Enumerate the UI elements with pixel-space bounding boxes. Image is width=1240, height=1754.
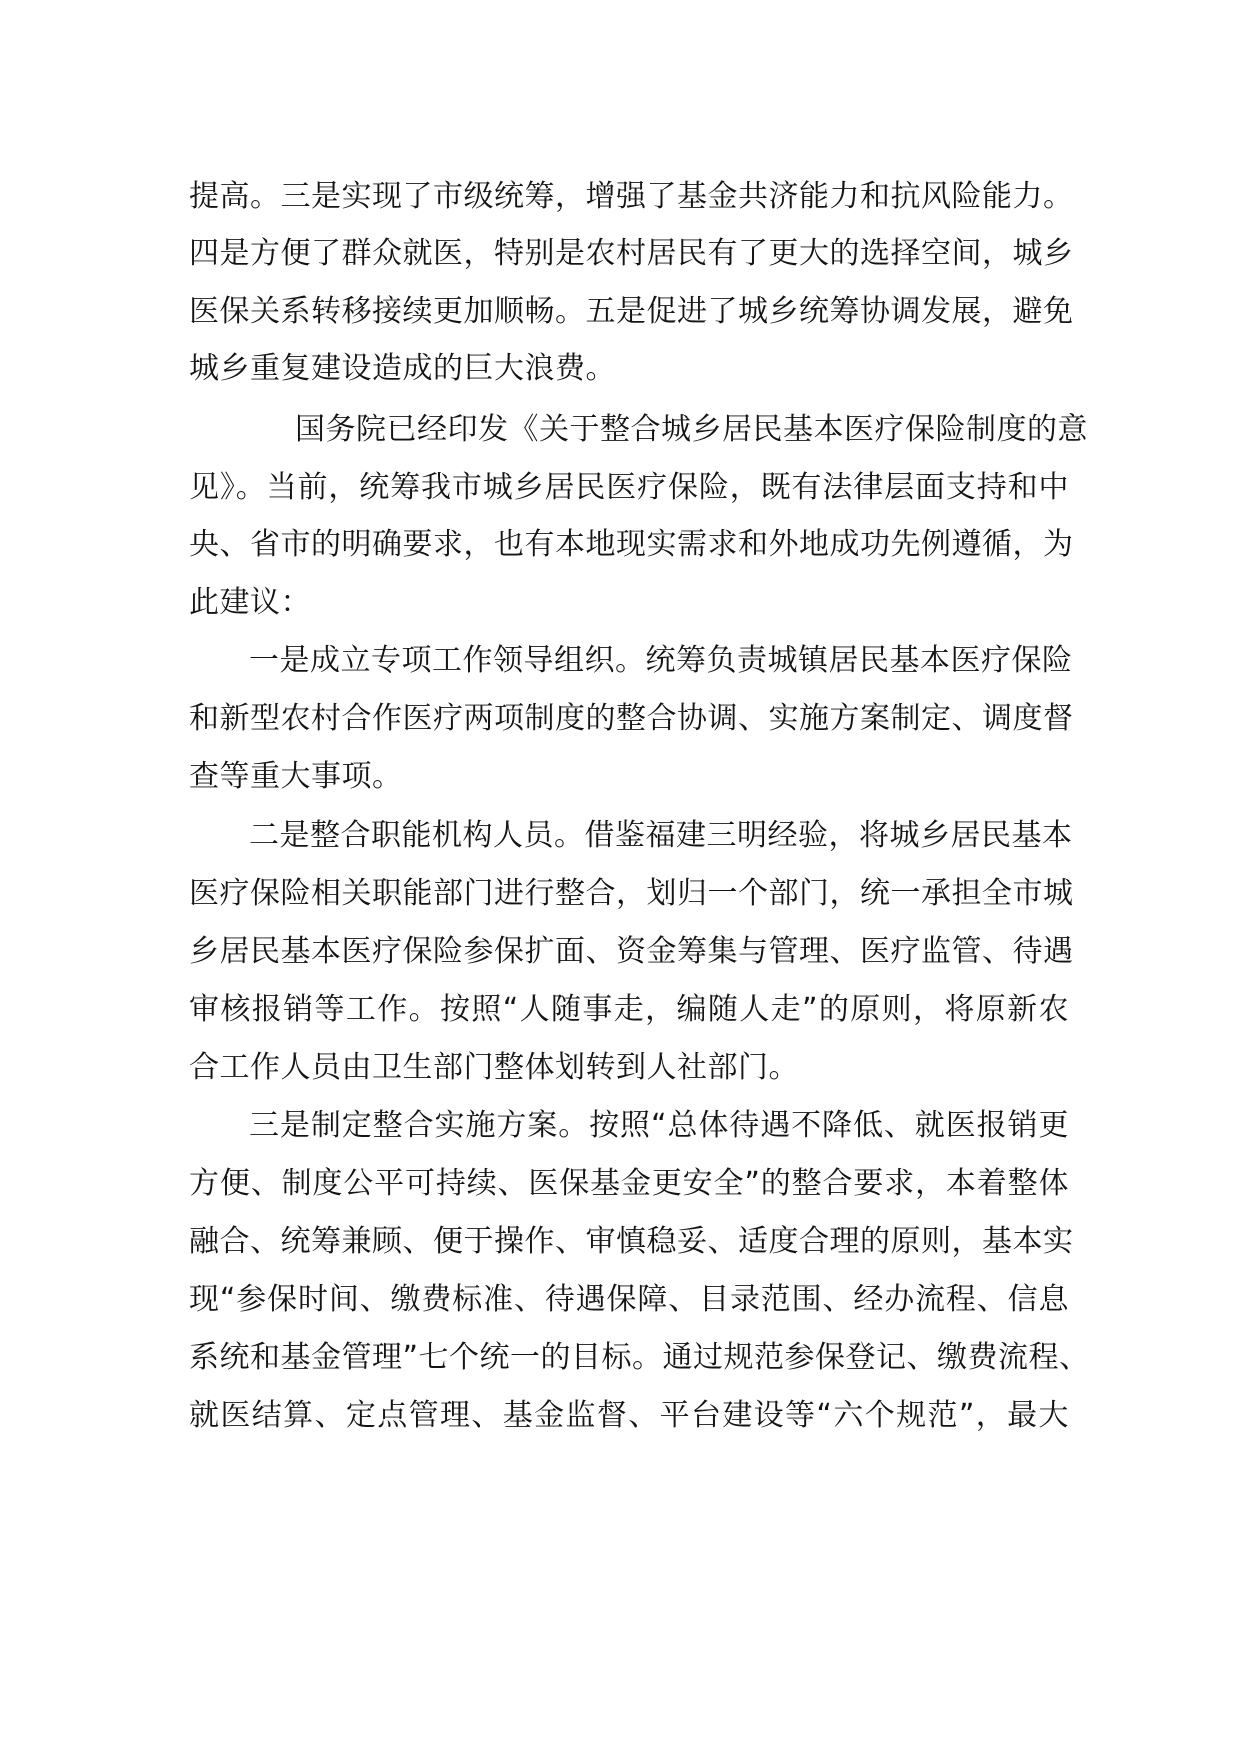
text-line: 四是方便了群众就医，特别是农村居民有了更大的选择空间，城乡 — [189, 236, 1074, 271]
text-line: 央、省市的明确要求，也有本地现实需求和外地成功先例遵循，为 — [189, 527, 1074, 562]
text-line: 一是成立专项工作领导组织。统筹负责城镇居民基本医疗保险 — [249, 643, 1073, 678]
text-line: 现“参保时间、缴费标准、待遇保障、目录范围、经办流程、信息 — [189, 1282, 1069, 1317]
text-line: 城乡重复建设造成的巨大浪费。 — [189, 351, 616, 386]
text-line: 系统和基金管理”七个统一的目标。通过规范参保登记、缴费流程、 — [189, 1340, 1090, 1375]
text-line: 医保关系转移接续更加顺畅。五是促进了城乡统筹协调发展，避免 — [189, 294, 1074, 329]
text-line: 医疗保险相关职能部门进行整合，划归一个部门，统一承担全市城 — [189, 876, 1074, 911]
text-line: 就医结算、定点管理、基金监督、平台建设等“六个规范”，最大 — [189, 1398, 1069, 1433]
text-line: 合工作人员由卫生部门整体划转到人社部门。 — [189, 1050, 799, 1085]
text-line: 提高。三是实现了市级统筹，增强了基金共济能力和抗风险能力。 — [189, 179, 1074, 214]
text-line: 乡居民基本医疗保险参保扩面、资金筹集与管理、医疗监管、待遇 — [189, 934, 1074, 969]
text-line: 审核报销等工作。按照“人随事走，编随人走”的原则，将原新农 — [189, 992, 1069, 1027]
text-line: 见》。当前，统筹我市城乡居民医疗保险，既有法律层面支持和中 — [189, 470, 1069, 505]
text-line: 方便、制度公平可持续、医保基金更安全”的整合要求，本着整体 — [189, 1166, 1069, 1201]
text-line: 查等重大事项。 — [189, 759, 403, 794]
text-line: 国务院已经印发《关于整合城乡居民基本医疗保险制度的意 — [295, 412, 1088, 447]
text-line: 三是制定整合实施方案。按照“总体待遇不降低、就医报销更 — [249, 1108, 1069, 1143]
text-line: 和新型农村合作医疗两项制度的整合协调、实施方案制定、调度督 — [189, 701, 1074, 736]
text-line: 融合、统筹兼顾、便于操作、审慎稳妥、适度合理的原则，基本实 — [189, 1224, 1074, 1259]
text-line: 此建议： — [189, 585, 311, 620]
text-line: 二是整合职能机构人员。借鉴福建三明经验，将城乡居民基本 — [249, 818, 1073, 853]
